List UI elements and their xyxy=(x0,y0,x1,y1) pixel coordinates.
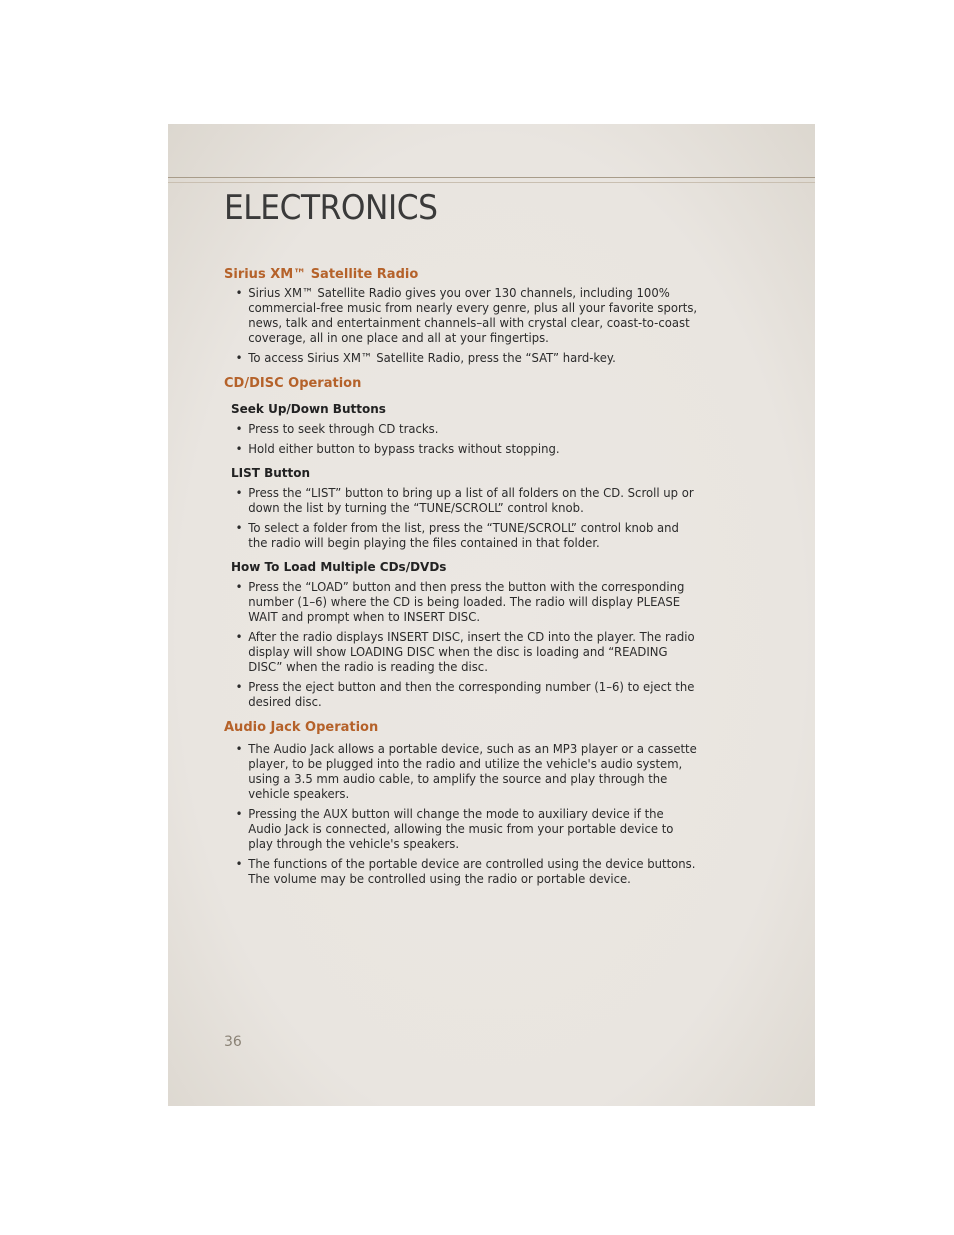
bullet-icon: • xyxy=(235,857,243,871)
header-rule xyxy=(168,177,815,178)
list-item xyxy=(224,742,700,802)
bullet-icon: • xyxy=(235,580,243,594)
section-heading: Sirius XM™ Satellite Radio xyxy=(224,267,419,282)
list-item-text: To access Sirius XM™ Satellite Radio, press the “SAT” hard-key. xyxy=(248,351,616,365)
bullet-list xyxy=(224,580,704,710)
list-item xyxy=(224,580,700,625)
section-cd-disc xyxy=(224,376,704,710)
subsection-heading: How To Load Multiple CDs/DVDs xyxy=(231,560,447,574)
list-item xyxy=(224,857,700,887)
header-rule-secondary xyxy=(168,182,815,183)
bullet-icon: • xyxy=(235,351,243,365)
list-item xyxy=(224,680,700,710)
list-item-text: After the radio displays INSERT DISC, insert the CD into the player. The radio display will show LOADING DISC when the disc is loading and “READING DISC” when the radio is reading the disc. xyxy=(248,630,695,674)
bullet-list xyxy=(224,742,704,887)
chapter-title: ELECTRONICS xyxy=(224,188,438,228)
bullet-icon: • xyxy=(235,486,243,500)
page-content xyxy=(224,267,704,887)
list-item xyxy=(224,807,700,852)
list-item xyxy=(224,286,700,346)
bullet-icon: • xyxy=(235,422,243,436)
list-item xyxy=(224,442,700,457)
bullet-icon: • xyxy=(235,807,243,821)
section-heading: CD/DISC Operation xyxy=(224,376,362,391)
list-item-text: Sirius XM™ Satellite Radio gives you over 130 channels, including 100% commercial-free music from nearly every genre, plus all your favorite sports, news, talk and entertainment channels–all with crystal clear, coast-to-coast coverage, all in one place and all at your fingertips. xyxy=(248,286,698,345)
section-audio-jack xyxy=(224,720,704,887)
list-item-text: The Audio Jack allows a portable device, such as an MP3 player or a cassette player, to be plugged into the radio and utilize the vehicle's audio system, using a 3.5 mm audio cable, to amplify the source and play through the vehicle speakers. xyxy=(248,742,697,801)
bullet-list xyxy=(224,286,704,366)
bullet-icon: • xyxy=(235,680,243,694)
list-item-text: Hold either button to bypass tracks without stopping. xyxy=(248,442,560,456)
section-sirius-xm xyxy=(224,267,704,366)
list-item-text: Pressing the AUX button will change the mode to auxiliary device if the Audio Jack is connected, allowing the music from your portable device to play through the vehicle's speakers. xyxy=(248,807,674,851)
list-item xyxy=(224,630,700,675)
bullet-list xyxy=(224,422,704,457)
list-item xyxy=(224,351,700,366)
subsection-heading: Seek Up/Down Buttons xyxy=(231,402,386,416)
bullet-icon: • xyxy=(235,630,243,644)
list-item-text: Press the eject button and then the corresponding number (1–6) to eject the desired disc. xyxy=(248,680,695,709)
list-item-text: Press to seek through CD tracks. xyxy=(248,422,439,436)
section-heading: Audio Jack Operation xyxy=(224,720,379,735)
bullet-icon: • xyxy=(235,286,243,300)
page-number: 36 xyxy=(224,1034,242,1050)
list-item xyxy=(224,521,700,551)
manual-page xyxy=(168,124,815,1106)
list-item xyxy=(224,422,700,437)
bullet-icon: • xyxy=(235,442,243,456)
bullet-icon: • xyxy=(235,521,243,535)
list-item-text: Press the “LOAD” button and then press the button with the corresponding number (1–6) where the CD is being loaded. The radio will display PLEASE WAIT and prompt when to INSERT DISC. xyxy=(248,580,685,624)
bullet-icon: • xyxy=(235,742,243,756)
list-item xyxy=(224,486,700,516)
list-item-text: To select a folder from the list, press the “TUNE/SCROLL” control knob and the radio will begin playing the files contained in that folder. xyxy=(248,521,679,550)
subsection-heading: LIST Button xyxy=(231,466,311,480)
bullet-list xyxy=(224,486,704,551)
list-item-text: The functions of the portable device are controlled using the device buttons. The volume may be controlled using the radio or portable device. xyxy=(248,857,696,886)
list-item-text: Press the “LIST” button to bring up a list of all folders on the CD. Scroll up or down the list by turning the “TUNE/SCROLL” control knob. xyxy=(248,486,694,515)
